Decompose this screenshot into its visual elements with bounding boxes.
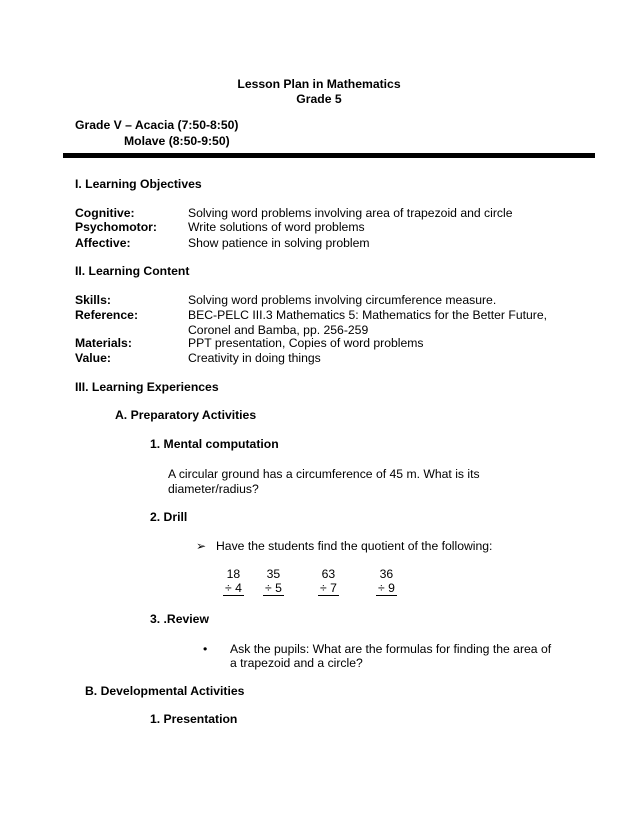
content-label: Skills: — [75, 293, 111, 307]
experiences-heading: III. Learning Experiences — [75, 380, 219, 394]
drill-instruction: Have the students find the quotient of the following: — [216, 539, 493, 553]
mental-computation-heading: 1. Mental computation — [150, 437, 279, 451]
division-problem — [223, 567, 244, 596]
mental-computation-text: diameter/radius? — [168, 482, 259, 496]
content-value: BEC-PELC III.3 Mathematics 5: Mathematics for the Better Future, — [188, 308, 547, 322]
arrow-bullet-icon: ➢ — [196, 539, 207, 553]
dividend: 36 — [379, 567, 394, 581]
grade-heading: Grade 5 — [296, 92, 342, 106]
section-line-2: Molave (8:50-9:50) — [124, 134, 230, 148]
review-heading: 3. .Review — [150, 612, 209, 626]
preparatory-heading: A. Preparatory Activities — [115, 408, 257, 422]
divisor: ÷ 5 — [265, 581, 282, 595]
section-line-1: Grade V – Acacia (7:50-8:50) — [75, 118, 239, 132]
content-value: Solving word problems involving circumference measure. — [188, 293, 497, 307]
objective-value: Solving word problems involving area of trapezoid and circle — [188, 206, 513, 220]
review-text: Ask the pupils: What are the formulas for finding the area of — [230, 642, 552, 656]
objective-label: Cognitive: — [75, 206, 135, 220]
content-label: Materials: — [75, 336, 132, 350]
dividend: 18 — [226, 567, 241, 581]
objective-value: Write solutions of word problems — [188, 220, 365, 234]
content-label: Reference: — [75, 308, 138, 322]
content-value: Creativity in doing things — [188, 351, 321, 365]
objective-value: Show patience in solving problem — [188, 236, 370, 250]
objectives-heading: I. Learning Objectives — [75, 177, 202, 191]
objective-label: Psychomotor: — [75, 220, 157, 234]
dividend: 63 — [321, 567, 336, 581]
document-title: Lesson Plan in Mathematics — [237, 77, 401, 91]
divisor: ÷ 4 — [225, 581, 242, 595]
division-problem — [263, 567, 284, 596]
header-divider — [63, 153, 595, 158]
drill-heading: 2. Drill — [150, 510, 188, 524]
review-text: a trapezoid and a circle? — [230, 656, 363, 670]
content-heading: II. Learning Content — [75, 264, 190, 278]
developmental-heading: B. Developmental Activities — [85, 684, 245, 698]
dividend: 35 — [266, 567, 281, 581]
bullet-icon: • — [203, 642, 208, 656]
division-problem — [376, 567, 397, 596]
content-value: PPT presentation, Copies of word problems — [188, 336, 424, 350]
content-value-continued: Coronel and Bamba, pp. 256-259 — [188, 323, 369, 337]
objective-label: Affective: — [75, 236, 131, 250]
presentation-heading: 1. Presentation — [150, 712, 238, 726]
divisor: ÷ 7 — [320, 581, 337, 595]
content-label: Value: — [75, 351, 111, 365]
division-problem — [318, 567, 339, 596]
mental-computation-text: A circular ground has a circumference of 45 m. What is its — [168, 467, 480, 481]
divisor: ÷ 9 — [378, 581, 395, 595]
